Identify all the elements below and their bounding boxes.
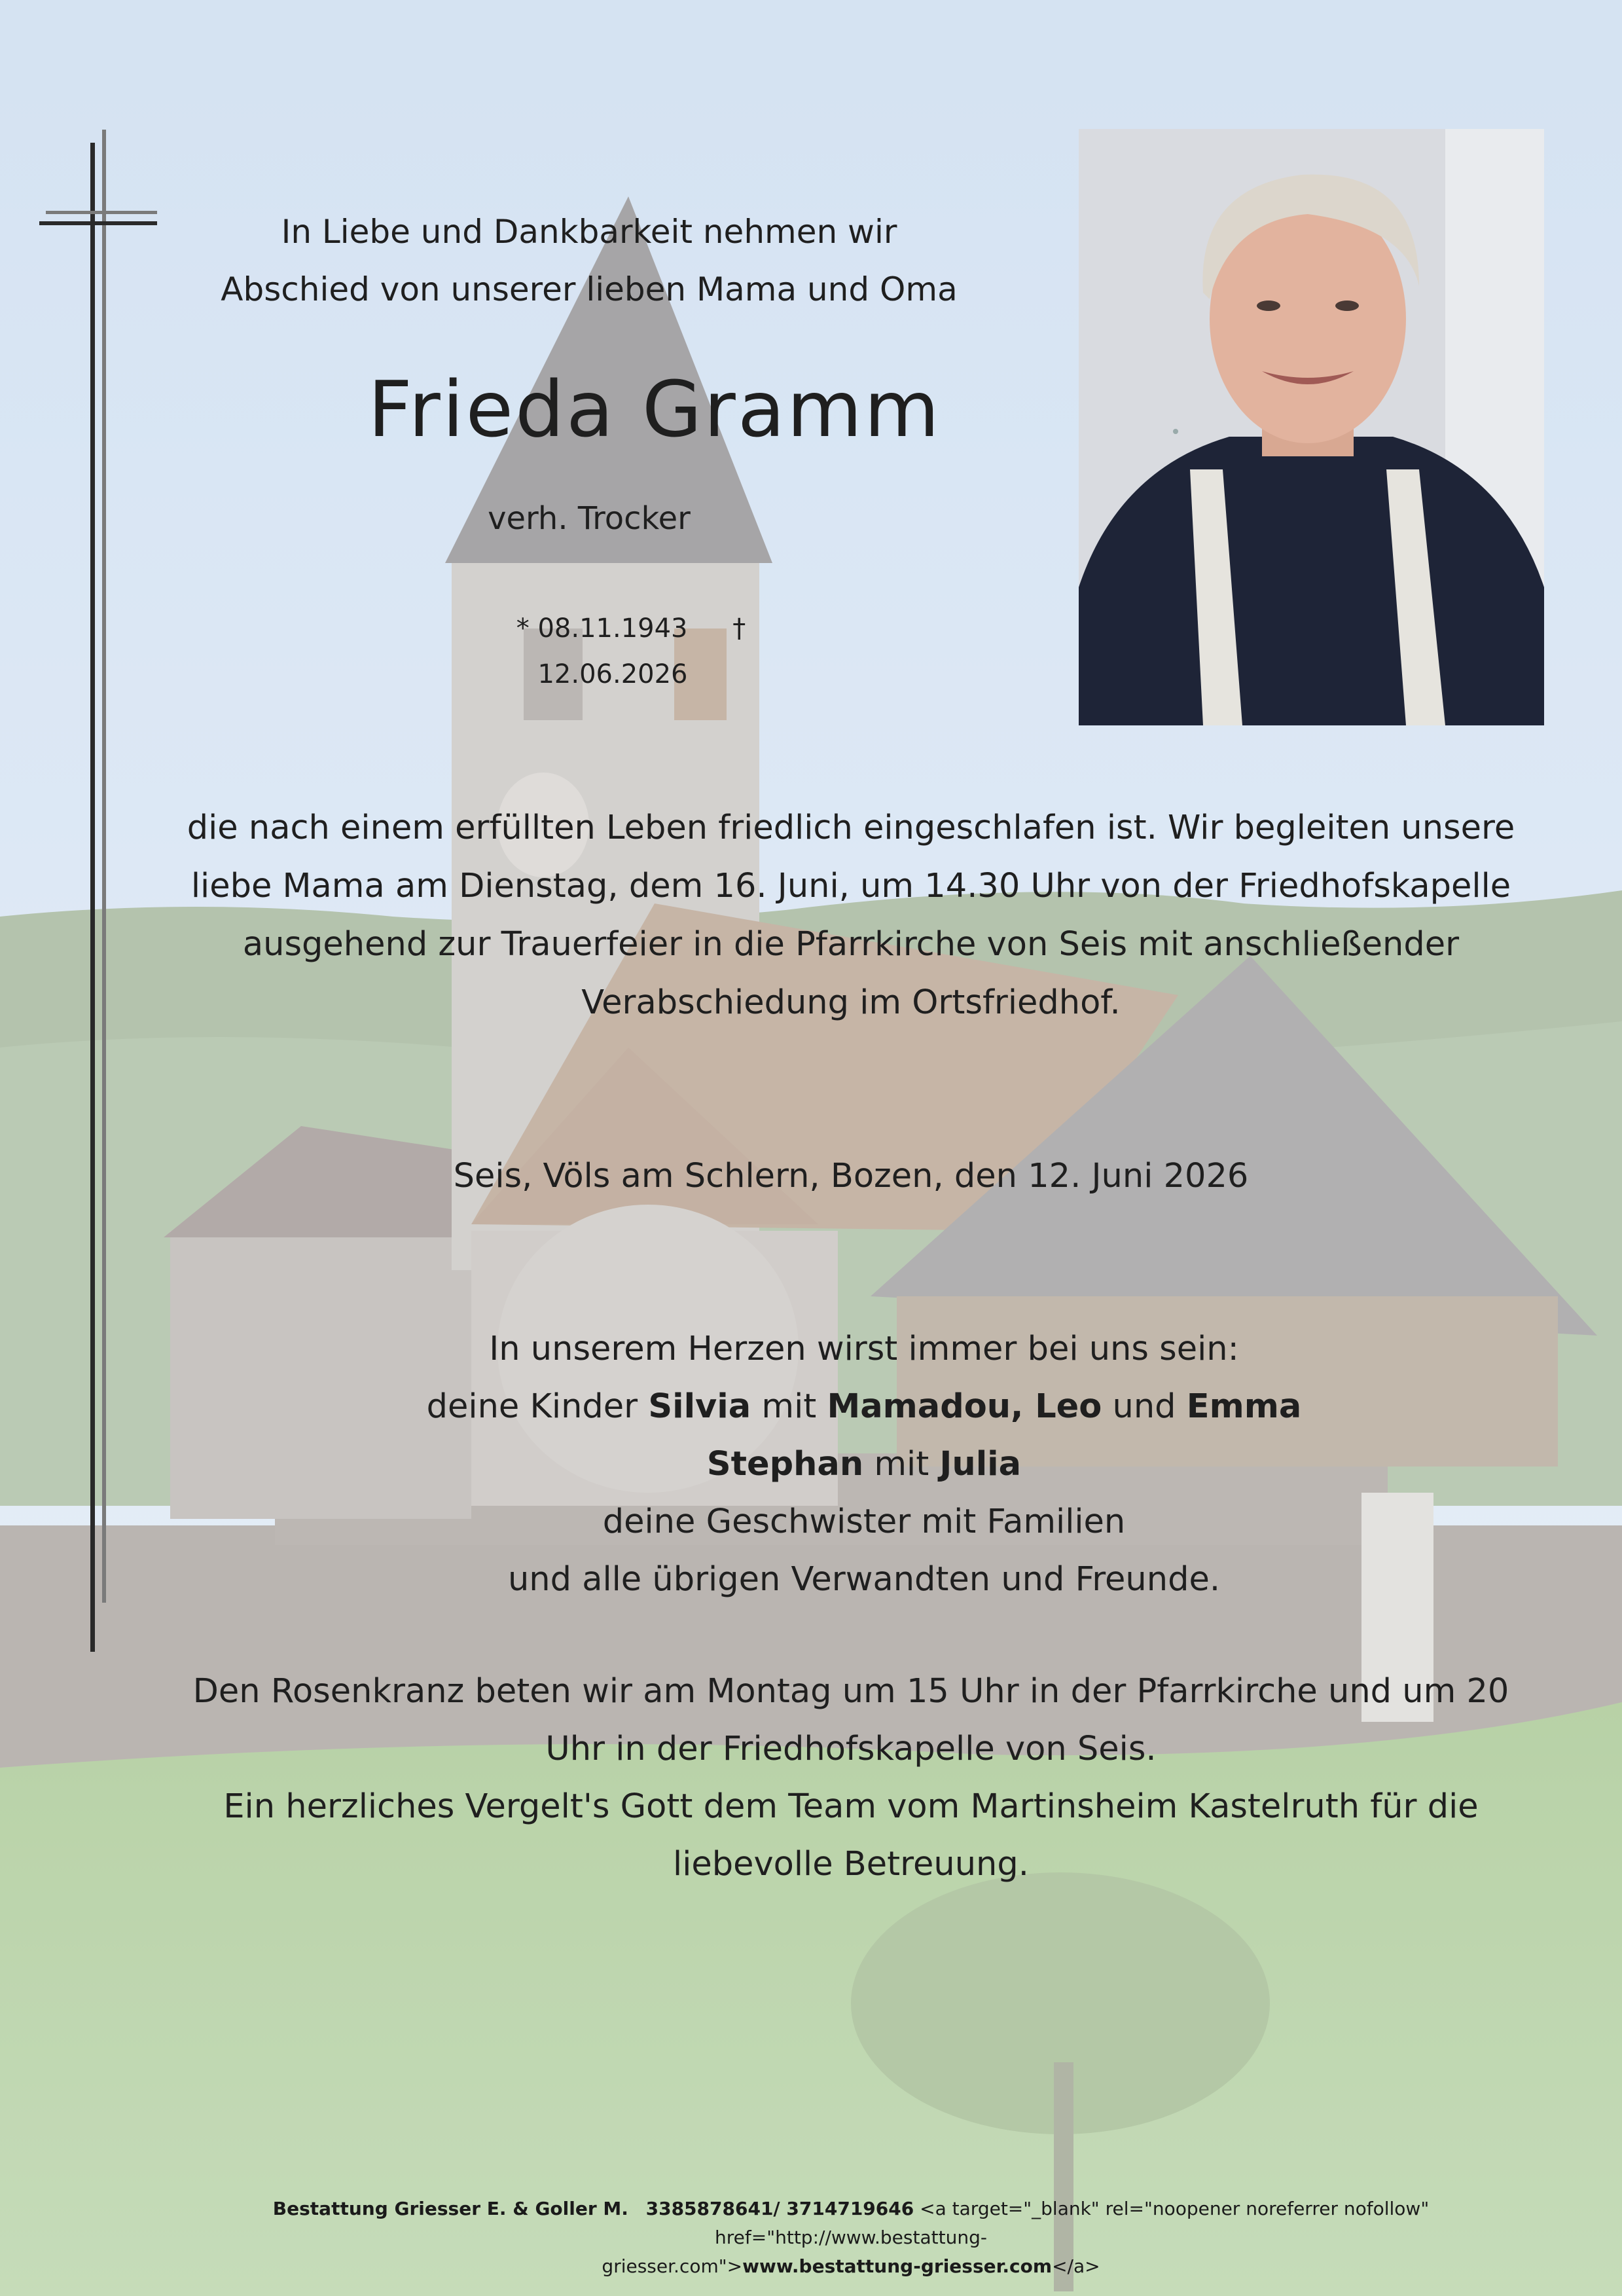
rosary-text <box>157 1663 1545 1893</box>
rosary-line: Uhr in der Friedhofskapelle von Seis. <box>545 1730 1157 1768</box>
place-date: Seis, Völs am Schlern, Bozen, den 12. Juni 2026 <box>453 1157 1249 1195</box>
deceased-name: Frieda Gramm <box>367 364 942 454</box>
link-markup: <a target="_blank" rel="noopener noreferrer nofollow" href="http://www.bestattung- <box>715 2198 1430 2248</box>
death-date: † 12.06.2026 <box>537 613 746 689</box>
intro-line: Abschied von unserer lieben Mama und Oma <box>221 270 958 308</box>
intro-line: In Liebe und Dankbarkeit nehmen wir <box>281 213 897 251</box>
funeral-home-footer <box>164 2195 1538 2281</box>
life-dates <box>419 606 825 697</box>
mourners-line: und alle übrigen Verwandten und Freunde. <box>507 1560 1221 1599</box>
phone-numbers: 3385878641/ 3714719646 <box>645 2198 914 2219</box>
mourners-line: deine Geschwister mit Familien <box>602 1503 1126 1541</box>
portrait-photo <box>1079 129 1544 725</box>
announcement-line: ausgehend zur Trauerfeier in die Pfarrkirche von Seis mit anschließender <box>242 925 1460 964</box>
rosary-line: Den Rosenkranz beten wir am Montag um 15 Uhr in der Pfarrkirche und um 20 <box>192 1672 1509 1711</box>
intro-text <box>196 203 982 318</box>
announcement-text <box>157 799 1545 1032</box>
mourners-line: Stephan mit Julia <box>706 1445 1022 1484</box>
maiden-name: verh. Trocker <box>488 500 691 537</box>
announcement-line: Verabschiedung im Ortsfriedhof. <box>581 983 1121 1022</box>
website-link[interactable]: www.bestattung-griesser.com <box>742 2255 1053 2277</box>
footer-line <box>164 2195 1538 2252</box>
birth-date: * 08.11.1943 <box>516 613 688 644</box>
footer-line: griesser.com">www.bestattung-griesser.com</a> <box>602 2255 1100 2277</box>
mourners-line: In unserem Herzen wirst immer bei uns sein: <box>489 1330 1239 1368</box>
announcement-line: liebe Mama am Dienstag, dem 16. Juni, um 14.30 Uhr von der Friedhofskapelle <box>190 867 1511 905</box>
mourners-list <box>262 1321 1466 1609</box>
mourners-line: deine Kinder Silvia mit Mamadou, Leo und Emma <box>426 1387 1302 1426</box>
company-name: Bestattung Griesser E. & Goller M. <box>272 2198 628 2219</box>
rosary-line: liebevolle Betreuung. <box>673 1845 1029 1884</box>
rosary-line: Ein herzliches Vergelt's Gott dem Team vom Martinsheim Kastelruth für die <box>223 1787 1479 1826</box>
announcement-line: die nach einem erfüllten Leben friedlich eingeschlafen ist. Wir begleiten unsere <box>187 809 1515 847</box>
